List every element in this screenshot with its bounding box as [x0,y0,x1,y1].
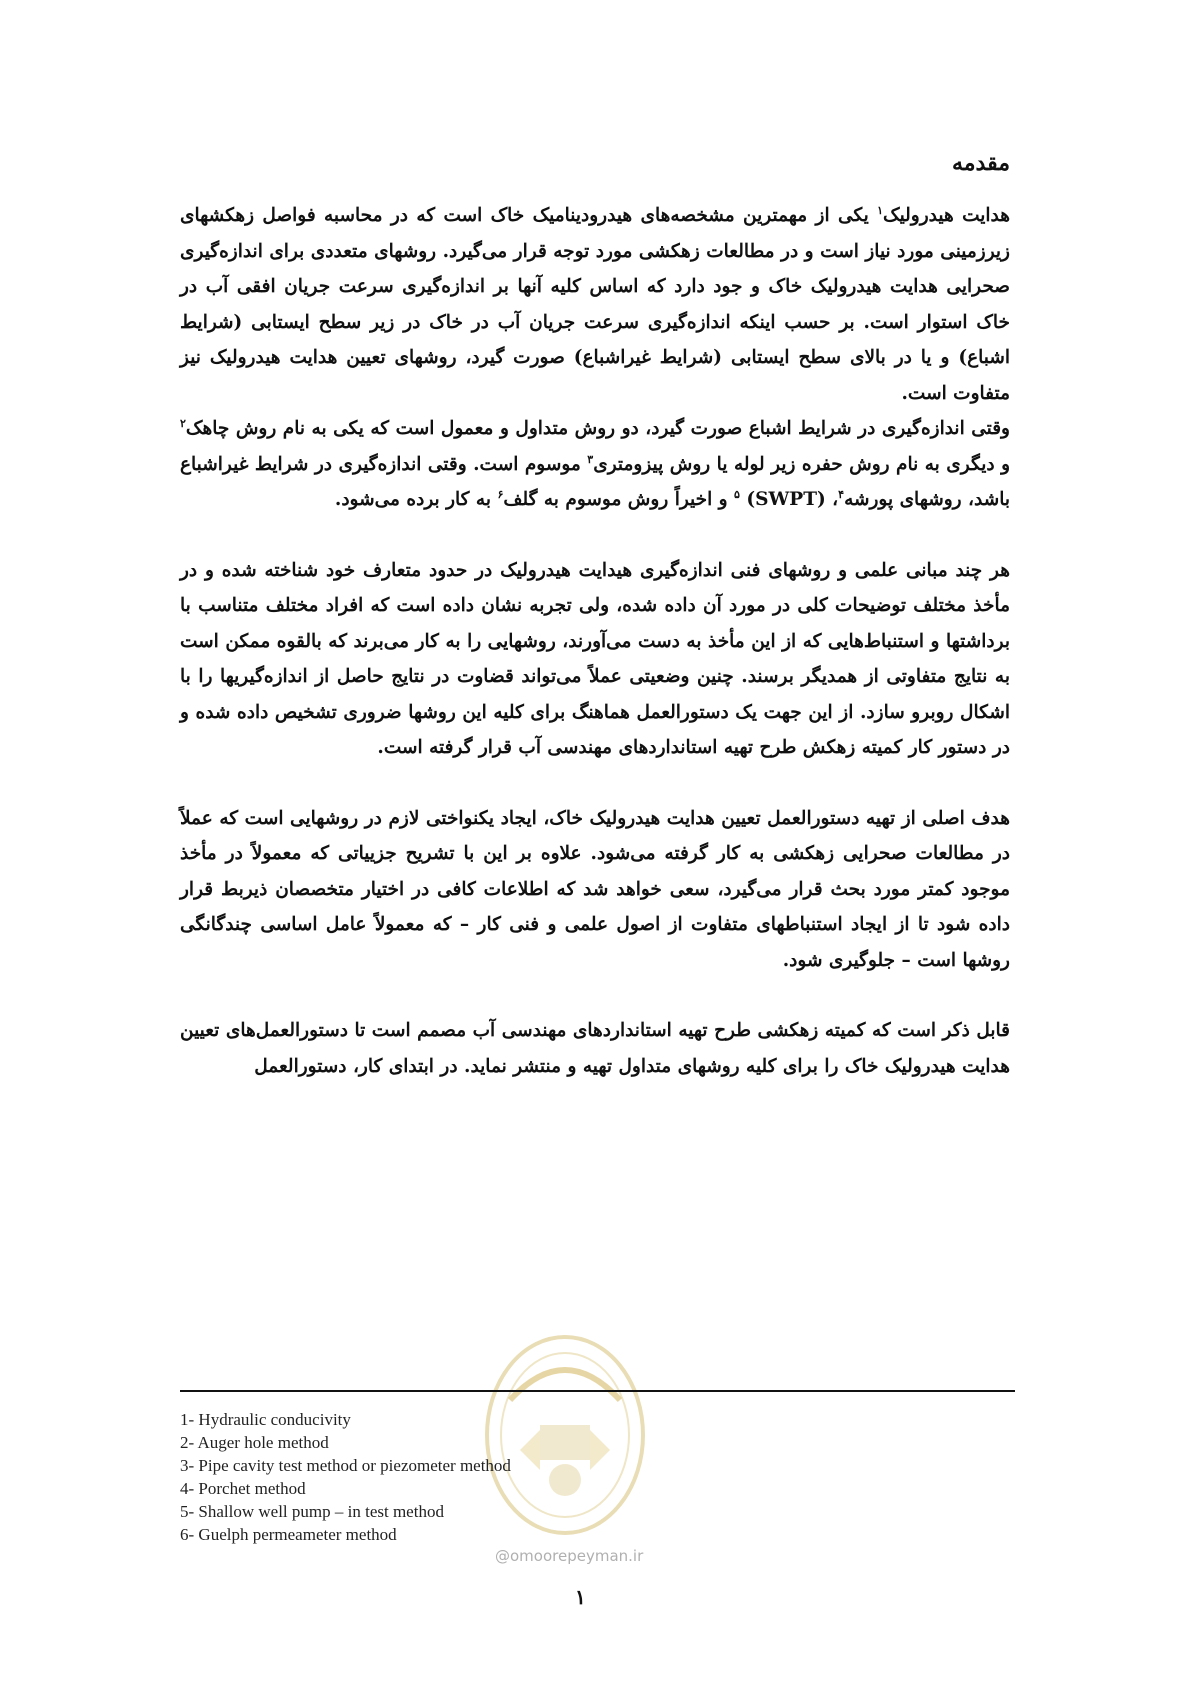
page-number: ۱ [575,1585,586,1609]
footnote-divider [180,1390,1015,1392]
paragraph-text: هدف اصلی از تهیه دستورالعمل تعیین هدایت هیدرولیک خاک، ایجاد یکنواختی لازم در روشهایی است که عملاً در مطالعات صحرایی زهکشی به کار گرفته می‌شود. علاوه بر این با تشریح جزییاتی که معمولاً در مأخذ موجود کمتر مورد بحث قرار می‌گیرد، سعی خواهد شد که اطلاعات کافی در اختیار متخصصان ذیربط قرار داده شود تا از ایجاد استنباطهای متفاوت از اصول علمی و فنی کار – که معمولاً عامل اساسی چندگانگی روشها است – جلوگیری شود. [180,807,1010,971]
footnotes-list [180,1408,740,1546]
paragraph [180,411,1010,518]
footnote-marker: ۵ [734,487,740,501]
footnote-item: 6- Guelph permeameter method [180,1525,397,1544]
body-text [180,198,1010,1084]
footnote-item: 4- Porchet method [180,1479,306,1498]
paragraph-text: یکی از مهمترین مشخصه‌های هیدرودینامیک خاک است که در محاسبه فواصل زهکشهای زیرزمینی مورد نیاز است و در مطالعات زهکشی مورد توجه قرار می‌گیرد. روشهای متعددی برای اندازه‌گیری صحرایی هدایت هیدرولیک خاک و جود دارد که اساس کلیه آنها بر اندازه‌گیری سرعت جریان افقی آب در خاک استوار است. بر حسب اینکه اندازه‌گیری سرعت جریان آب در خاک در زیر سطح ایستابی (شرایط اشباع) و یا در بالای سطح ایستابی (شرایط غیراشباع) صورت گیرد، روشهای تعیین هدایت هیدرولیک نیز متفاوت است. [180,205,1010,404]
footnote-marker: ۳ [587,452,594,466]
paragraph [180,1013,1010,1084]
paragraph-text: به کار برده می‌شود. [334,489,498,510]
paragraph-text: ، (SWPT) [739,489,839,510]
paragraph-text: هر چند مبانی علمی و روشهای فنی اندازه‌گیری هیدایت هیدرولیک در حدود متعارف خود شناخته شده و در مأخذ مختلف توضیحات کلی در مورد آن داده شده، ولی تجربه نشان داده است که افراد مختلف متناسب با برداشتها و استنباط‌هایی که از این مأخذ به دست می‌آورند، روشهایی را به کار می‌برند که بالقوه ممکن است به نتایج متفاوتی از همدیگر برسند. چنین وضعیتی عملاً می‌تواند قضاوت در نتایج حاصل از اندازه‌گیریها را با اشکال روبرو سازد. از این جهت یک دستورالعمل هماهنگ برای کلیه این روشها ضروری تشخیص داده شده و در دستور کار کمیته زهکش طرح تهیه استانداردهای مهندسی آب قرار گرفته است. [180,559,1010,758]
paragraph-text: موسوم است. وقتی اندازه‌گیری در شرایط غیراشباع باشد، روشهای پورشه [180,453,1010,510]
footnote-item: 3- Pipe cavity test method or piezometer method [180,1456,511,1475]
footnote-item: 2- Auger hole method [180,1433,329,1452]
paragraph-text: وقتی اندازه‌گیری در شرایط اشباع صورت گیرد، دو روش متداول و معمول است که یکی به نام روش چاهک [185,418,1010,439]
paragraph [180,553,1010,766]
paragraph-text: و دیگری به نام روش حفره زیر لوله یا روش پیزومتری [593,453,1010,475]
footnote-item: 1- Hydraulic conducivity [180,1410,351,1429]
footnote-marker: ۲ [180,416,186,430]
footnote-marker: ۶ [497,487,504,501]
paragraph-text: قابل ذکر است که کمیته زهکشی طرح تهیه استانداردهای مهندسی آب مصمم است تا دستورالعمل‌های تعیین هدایت هیدرولیک خاک را برای کلیه روشهای متداول تهیه و منتشر نماید. در ابتدای کار، دستورالعمل [180,1020,1010,1077]
section-heading: مقدمه [951,150,1010,176]
paragraph [180,198,1010,411]
footnote-marker: ۴ [838,487,845,501]
paragraph-text: هدایت هیدرولیک [883,205,1010,226]
paragraph-text: و اخیراً روش موسوم به گلف [503,489,735,510]
footnote-marker: ۱ [877,203,884,217]
paragraph [180,801,1010,979]
watermark-text: @omoorepeyman.ir [495,1547,644,1565]
footnote-item: 5- Shallow well pump – in test method [180,1502,444,1521]
